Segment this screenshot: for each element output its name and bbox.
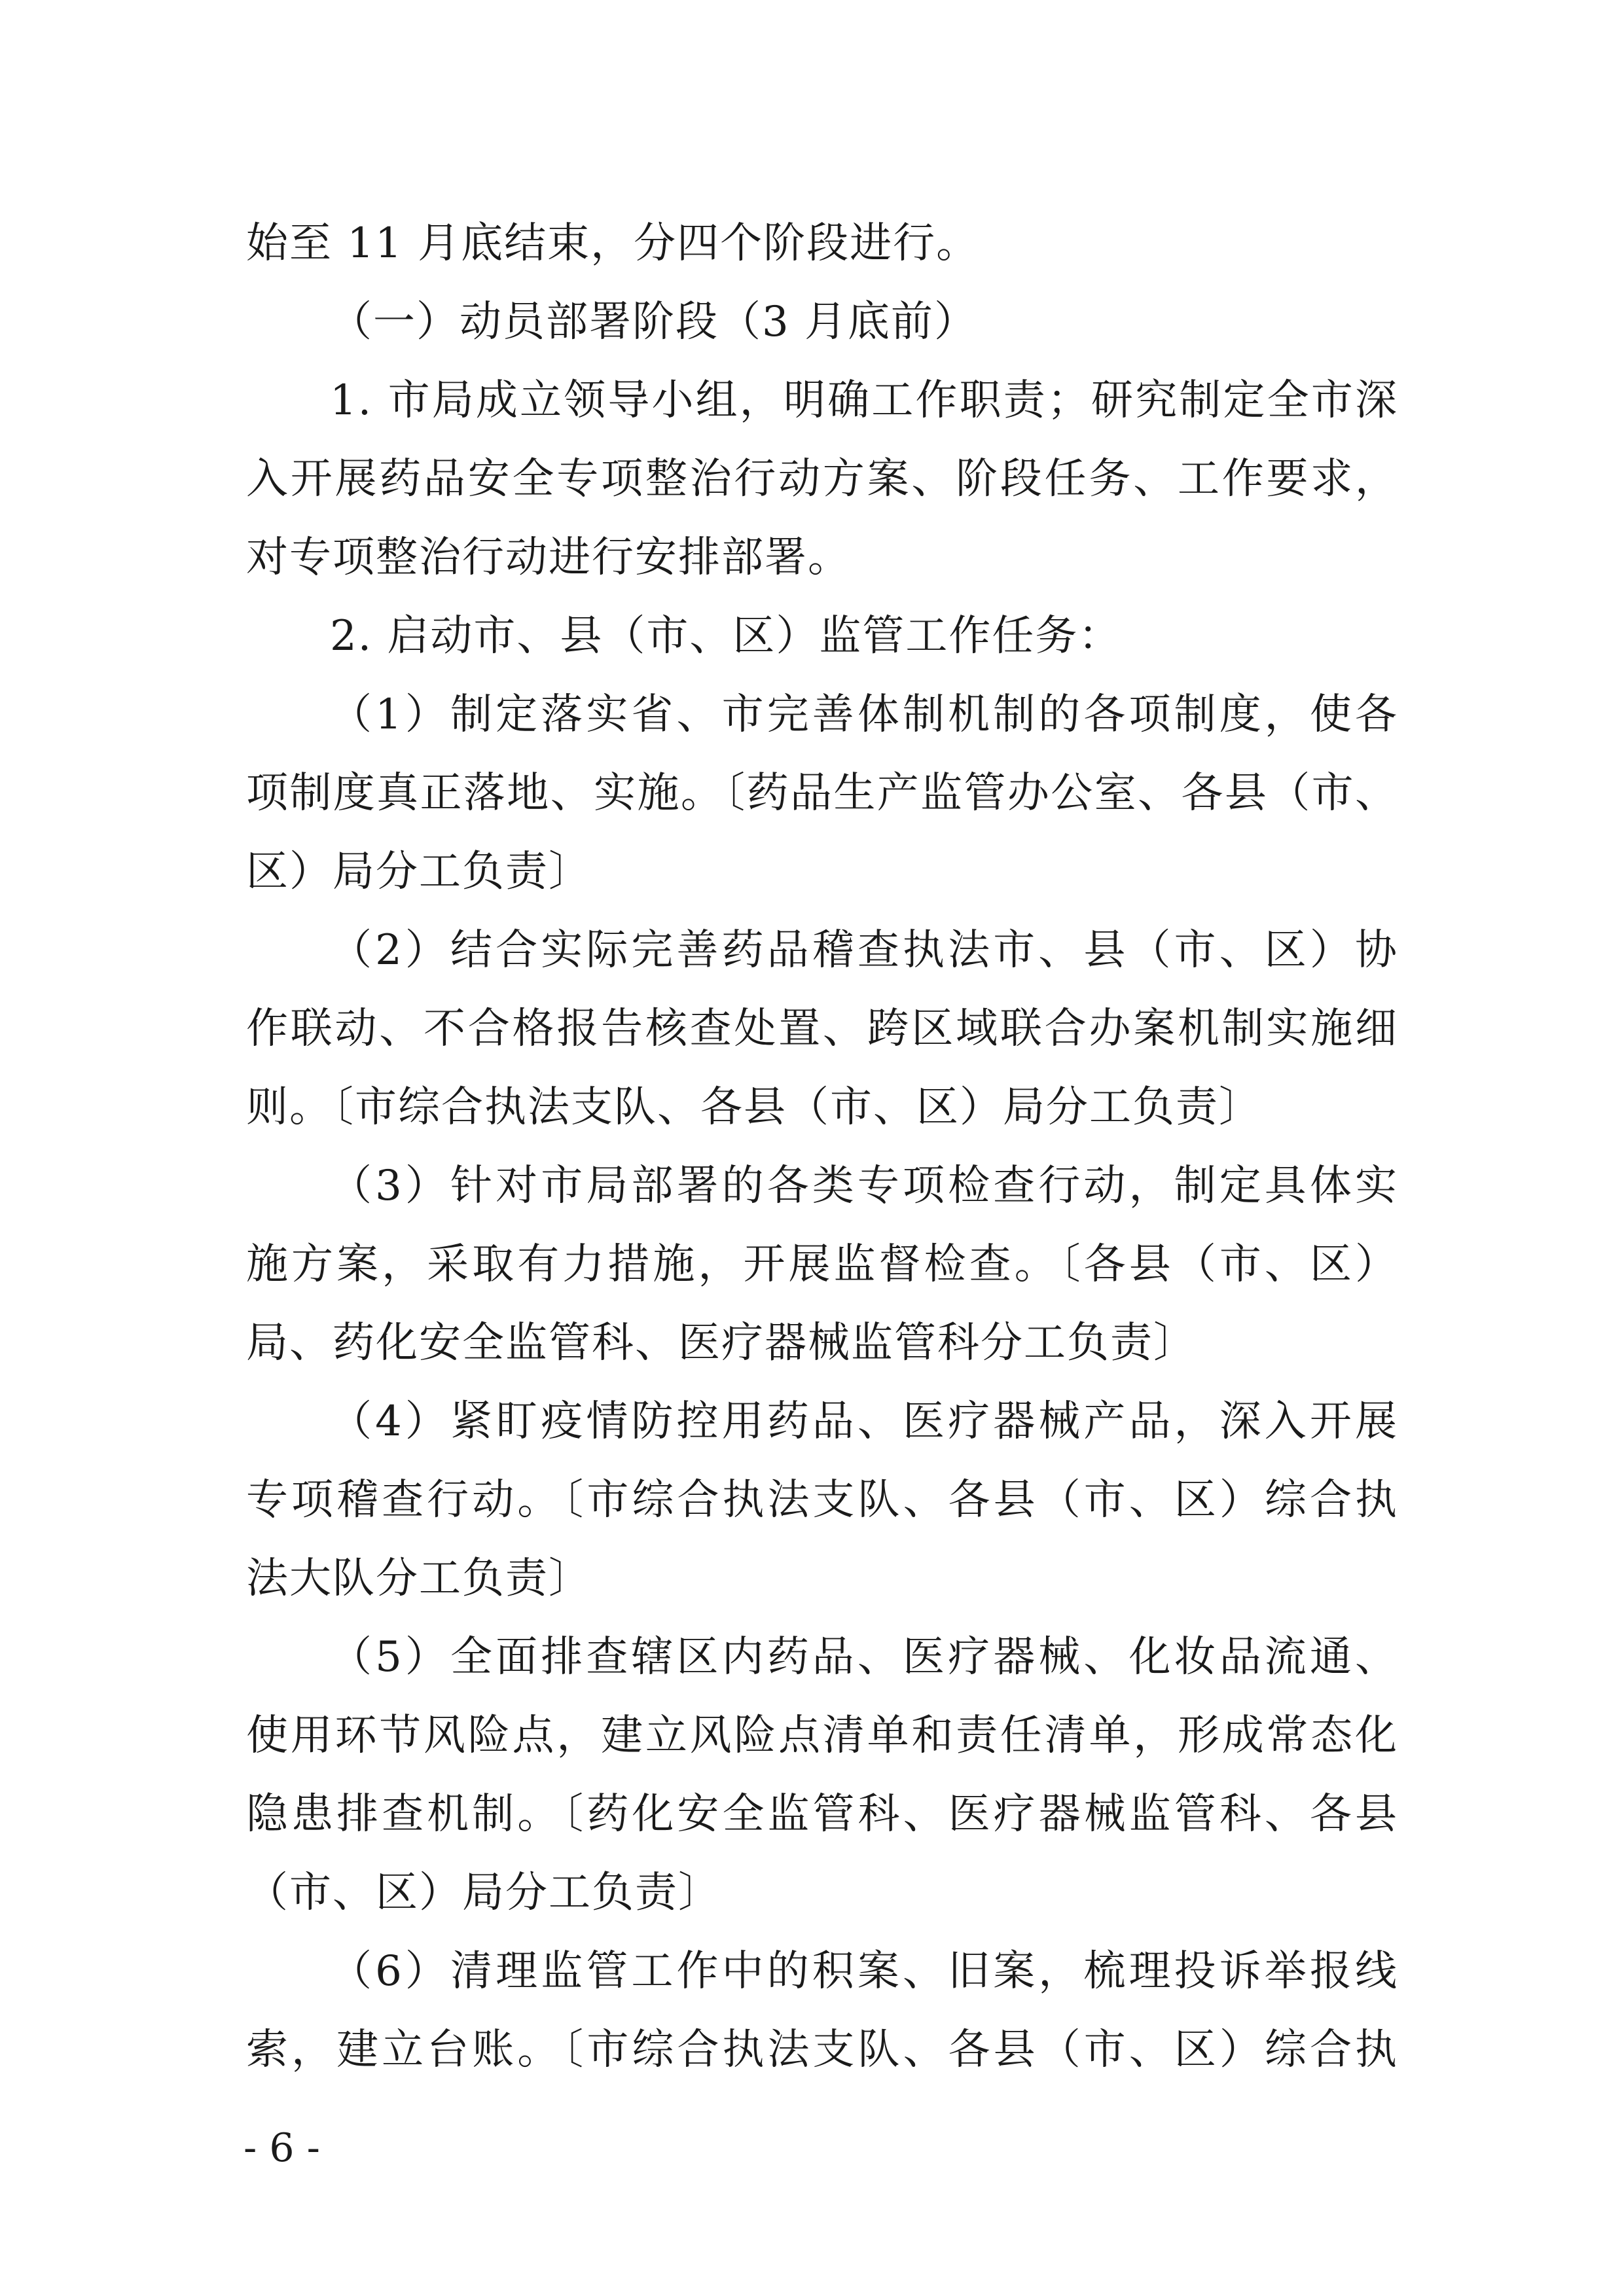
body-line: （1）制定落实省、市完善体制机制的各项制度，使各 bbox=[330, 691, 1398, 739]
body-line: 项制度真正落地、实施。〔药品生产监管办公室、各县（市、 bbox=[246, 769, 1398, 817]
body-line: 2. 启动市、县（市、区）监管工作任务： bbox=[330, 612, 1122, 660]
page-number: - 6 - bbox=[244, 2125, 320, 2171]
body-line: 始至 11 月底结束，分四个阶段进行。 bbox=[246, 219, 980, 268]
body-line: 区）局分工负责〕 bbox=[246, 848, 592, 896]
body-line: 作联动、不合格报告核查处置、跨区域联合办案机制实施细 bbox=[246, 1005, 1398, 1053]
body-line: 隐患排查机制。〔药化安全监管科、医疗器械监管科、各县 bbox=[246, 1790, 1398, 1839]
body-line: 1. 市局成立领导小组，明确工作职责；研究制定全市深 bbox=[330, 376, 1398, 425]
section-heading: （一）动员部署阶段（3 月底前） bbox=[330, 298, 978, 346]
body-line: 则。〔市综合执法支队、各县（市、区）局分工负责〕 bbox=[246, 1083, 1262, 1132]
body-line: （3）针对市局部署的各类专项检查行动，制定具体实 bbox=[330, 1162, 1398, 1210]
body-line: （市、区）局分工负责〕 bbox=[246, 1869, 721, 1917]
body-line: （5）全面排查辖区内药品、医疗器械、化妆品流通、 bbox=[330, 1633, 1398, 1681]
body-line: 入开展药品安全专项整治行动方案、阶段任务、工作要求， bbox=[246, 455, 1398, 503]
body-line: 索，建立台账。〔市综合执法支队、各县（市、区）综合执 bbox=[246, 2026, 1398, 2074]
body-line: 使用环节风险点，建立风险点清单和责任清单，形成常态化 bbox=[246, 1712, 1398, 1760]
body-line: （6）清理监管工作中的积案、旧案，梳理投诉举报线 bbox=[330, 1947, 1398, 1996]
body-line: 施方案，采取有力措施，开展监督检查。〔各县（市、区） bbox=[246, 1240, 1398, 1289]
body-line: 专项稽查行动。〔市综合执法支队、各县（市、区）综合执 bbox=[246, 1476, 1398, 1524]
body-line: （2）结合实际完善药品稽查执法市、县（市、区）协 bbox=[330, 926, 1398, 975]
body-line: 法大队分工负责〕 bbox=[246, 1554, 592, 1603]
body-line: 局、药化安全监管科、医疗器械监管科分工负责〕 bbox=[246, 1319, 1197, 1367]
body-line: （4）紧盯疫情防控用药品、医疗器械产品，深入开展 bbox=[330, 1397, 1398, 1446]
body-line: 对专项整治行动进行安排部署。 bbox=[246, 533, 851, 582]
